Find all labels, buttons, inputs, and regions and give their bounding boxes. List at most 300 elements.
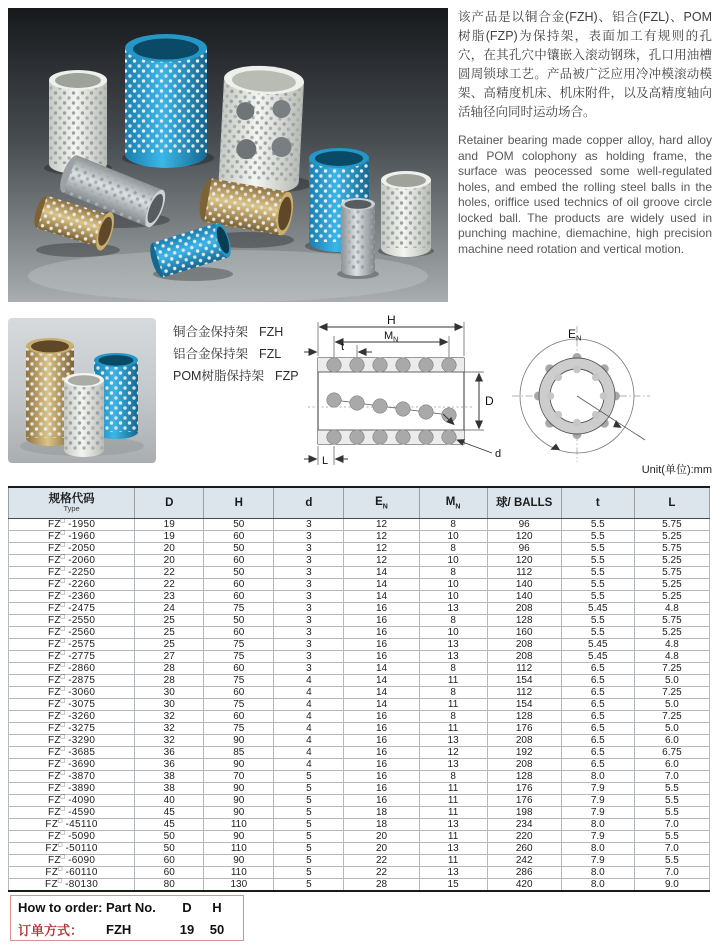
value-cell: 112 [487, 567, 561, 579]
value-cell: 18 [344, 807, 419, 819]
value-cell: 14 [344, 567, 419, 579]
end-view-diagram [512, 314, 712, 469]
value-cell: 5.25 [634, 591, 709, 603]
value-cell: 36 [135, 759, 204, 771]
value-cell: 176 [487, 783, 561, 795]
value-cell: 60 [204, 627, 274, 639]
value-cell: 7.0 [634, 771, 709, 783]
retainer-cylinder-blue-large [125, 34, 207, 168]
value-cell: 4 [274, 675, 344, 687]
value-cell: 6.0 [634, 735, 709, 747]
dim-label-EN: $E_N$ [568, 327, 582, 343]
value-cell: 5 [274, 807, 344, 819]
value-cell: 6.5 [561, 747, 634, 759]
value-cell: 5.5 [561, 615, 634, 627]
value-cell: 14 [344, 699, 419, 711]
retainer-trio-image [8, 318, 156, 463]
value-cell: 3 [274, 627, 344, 639]
value-cell: 140 [487, 579, 561, 591]
order-col-H: H [212, 899, 222, 915]
table-row [9, 759, 710, 771]
value-cell: 32 [135, 723, 204, 735]
value-cell: 3 [274, 651, 344, 663]
value-cell: 6.75 [634, 747, 709, 759]
table-row [9, 783, 710, 795]
value-cell: 6.5 [561, 687, 634, 699]
table-row [9, 807, 710, 819]
value-cell: 50 [204, 543, 274, 555]
spec-table-body [9, 519, 710, 892]
type-cell: FZ□ -2775 [9, 651, 135, 663]
value-cell: 6.5 [561, 663, 634, 675]
value-cell: 8 [419, 663, 487, 675]
table-row [9, 855, 710, 867]
value-cell: 12 [344, 519, 419, 531]
value-cell: 7.9 [561, 831, 634, 843]
value-cell: 130 [204, 879, 274, 892]
value-cell: 128 [487, 615, 561, 627]
order-header-row [11, 896, 243, 918]
col-header-D: D [135, 487, 204, 519]
value-cell: 90 [204, 807, 274, 819]
value-cell: 6.5 [561, 723, 634, 735]
type-cell: FZ□ -4090 [9, 795, 135, 807]
value-cell: 11 [419, 807, 487, 819]
type-cell: FZ□ -3060 [9, 687, 135, 699]
retainer-product-image [8, 8, 448, 302]
value-cell: 45 [135, 819, 204, 831]
side-section-diagram [296, 312, 514, 479]
value-cell: 5.45 [561, 639, 634, 651]
value-cell: 25 [135, 639, 204, 651]
value-cell: 11 [419, 699, 487, 711]
material-name: 铝合金保持架 [173, 347, 249, 361]
value-cell: 30 [135, 687, 204, 699]
value-cell: 3 [274, 591, 344, 603]
value-cell: 16 [344, 603, 419, 615]
value-cell: 10 [419, 591, 487, 603]
dim-label-d: d [495, 448, 502, 460]
value-cell: 20 [135, 555, 204, 567]
value-cell: 286 [487, 867, 561, 879]
table-row [9, 543, 710, 555]
value-cell: 8.0 [561, 843, 634, 855]
value-cell: 60 [204, 687, 274, 699]
value-cell: 260 [487, 843, 561, 855]
table-row [9, 711, 710, 723]
value-cell: 25 [135, 615, 204, 627]
value-cell: 20 [135, 543, 204, 555]
type-cell: FZ□ -2560 [9, 627, 135, 639]
value-cell: 13 [419, 639, 487, 651]
value-cell: 8 [419, 711, 487, 723]
value-cell: 8 [419, 615, 487, 627]
col-header-L: L [634, 487, 709, 519]
value-cell: 5.5 [634, 783, 709, 795]
value-cell: 242 [487, 855, 561, 867]
material-code: FZP [274, 369, 299, 383]
value-cell: 5.5 [561, 591, 634, 603]
value-cell: 28 [135, 663, 204, 675]
value-cell: 16 [344, 783, 419, 795]
value-cell: 110 [204, 843, 274, 855]
value-cell: 11 [419, 783, 487, 795]
value-cell: 5.5 [561, 519, 634, 531]
dim-label-L: L [322, 455, 329, 467]
value-cell: 16 [344, 627, 419, 639]
value-cell: 3 [274, 555, 344, 567]
value-cell: 7.0 [634, 843, 709, 855]
table-row [9, 663, 710, 675]
value-cell: 7.25 [634, 687, 709, 699]
value-cell: 23 [135, 591, 204, 603]
col-header-balls: 球/ BALLS [487, 487, 561, 519]
table-row [9, 879, 710, 892]
table-row [9, 735, 710, 747]
table-row [9, 843, 710, 855]
value-cell: 16 [344, 795, 419, 807]
type-cell: FZ□ -2875 [9, 675, 135, 687]
table-row [9, 627, 710, 639]
value-cell: 5 [274, 879, 344, 892]
value-cell: 6.5 [561, 759, 634, 771]
value-cell: 5.5 [561, 531, 634, 543]
type-cell: FZ□ -2360 [9, 591, 135, 603]
type-cell: FZ□ -3870 [9, 771, 135, 783]
value-cell: 3 [274, 663, 344, 675]
value-cell: 234 [487, 819, 561, 831]
table-row [9, 531, 710, 543]
value-cell: 60 [204, 663, 274, 675]
value-cell: 6.5 [561, 675, 634, 687]
type-cell: FZ□ -3690 [9, 759, 135, 771]
value-cell: 4.8 [634, 603, 709, 615]
value-cell: 90 [204, 831, 274, 843]
value-cell: 16 [344, 771, 419, 783]
order-col-D: D [182, 899, 192, 915]
value-cell: 112 [487, 687, 561, 699]
value-cell: 4 [274, 759, 344, 771]
value-cell: 13 [419, 819, 487, 831]
value-cell: 10 [419, 531, 487, 543]
type-cell: FZ□ -3260 [9, 711, 135, 723]
material-code: FZL [259, 347, 282, 361]
value-cell: 10 [419, 627, 487, 639]
value-cell: 12 [344, 531, 419, 543]
material-label-fzh [173, 321, 299, 343]
value-cell: 6.5 [561, 711, 634, 723]
value-cell: 7.0 [634, 867, 709, 879]
col-header-t: t [561, 487, 634, 519]
value-cell: 7.9 [561, 807, 634, 819]
value-cell: 70 [204, 771, 274, 783]
value-cell: 7.9 [561, 783, 634, 795]
type-cell: FZ□ -50110 [9, 843, 135, 855]
table-row [9, 615, 710, 627]
value-cell: 420 [487, 879, 561, 892]
value-cell: 28 [344, 879, 419, 892]
value-cell: 5.75 [634, 519, 709, 531]
value-cell: 5.5 [634, 795, 709, 807]
value-cell: 24 [135, 603, 204, 615]
col-header-type: 规格代码 Type [9, 487, 135, 519]
value-cell: 14 [344, 591, 419, 603]
table-header-row [9, 487, 710, 519]
value-cell: 208 [487, 735, 561, 747]
value-cell: 5.5 [561, 579, 634, 591]
value-cell: 3 [274, 579, 344, 591]
table-row [9, 771, 710, 783]
value-cell: 28 [135, 675, 204, 687]
how-to-order-label: How to order: [18, 899, 103, 915]
value-cell: 75 [204, 603, 274, 615]
value-cell: 4.8 [634, 651, 709, 663]
table-row [9, 699, 710, 711]
part-no-label: Part No. [106, 899, 156, 915]
value-cell: 38 [135, 771, 204, 783]
value-cell: 5 [274, 831, 344, 843]
value-cell: 20 [344, 831, 419, 843]
value-cell: 16 [344, 747, 419, 759]
value-cell: 7.25 [634, 663, 709, 675]
value-cell: 16 [344, 651, 419, 663]
value-cell: 5.0 [634, 723, 709, 735]
value-cell: 32 [135, 735, 204, 747]
value-cell: 5.75 [634, 567, 709, 579]
value-cell: 7.25 [634, 711, 709, 723]
order-H-value: 50 [209, 921, 225, 937]
table-row [9, 639, 710, 651]
table-row [9, 519, 710, 531]
value-cell: 5 [274, 855, 344, 867]
value-cell: 8.0 [561, 879, 634, 892]
table-row [9, 747, 710, 759]
value-cell: 198 [487, 807, 561, 819]
type-cell: FZ□ -3890 [9, 783, 135, 795]
unit-note: Unit(单位):mm [641, 464, 712, 476]
value-cell: 22 [135, 579, 204, 591]
value-cell: 30 [135, 699, 204, 711]
value-cell: 60 [204, 711, 274, 723]
value-cell: 3 [274, 615, 344, 627]
value-cell: 96 [487, 519, 561, 531]
value-cell: 90 [204, 795, 274, 807]
value-cell: 13 [419, 867, 487, 879]
value-cell: 3 [274, 567, 344, 579]
retainer-cylinder-pom-small [381, 171, 431, 257]
value-cell: 60 [204, 591, 274, 603]
value-cell: 5.5 [561, 627, 634, 639]
value-cell: 176 [487, 723, 561, 735]
value-cell: 160 [487, 627, 561, 639]
value-cell: 75 [204, 651, 274, 663]
value-cell: 110 [204, 819, 274, 831]
value-cell: 38 [135, 783, 204, 795]
value-cell: 50 [204, 615, 274, 627]
value-cell: 3 [274, 603, 344, 615]
order-part-value: FZH [106, 921, 132, 937]
value-cell: 6.0 [634, 759, 709, 771]
value-cell: 14 [344, 663, 419, 675]
value-cell: 60 [135, 867, 204, 879]
spec-table [8, 486, 710, 892]
value-cell: 13 [419, 843, 487, 855]
table-row [9, 723, 710, 735]
value-cell: 7.0 [634, 819, 709, 831]
value-cell: 60 [204, 531, 274, 543]
value-cell: 5.5 [634, 855, 709, 867]
value-cell: 19 [135, 519, 204, 531]
material-name: POM树脂保持架 [173, 369, 264, 383]
dim-label-D: D [485, 394, 494, 408]
value-cell: 13 [419, 651, 487, 663]
type-cell: FZ□ -60110 [9, 867, 135, 879]
value-cell: 80 [135, 879, 204, 892]
value-cell: 50 [204, 519, 274, 531]
value-cell: 4 [274, 699, 344, 711]
type-cell: FZ□ -2860 [9, 663, 135, 675]
value-cell: 128 [487, 711, 561, 723]
material-label-fzp [173, 365, 299, 387]
value-cell: 5 [274, 795, 344, 807]
value-cell: 8.0 [561, 819, 634, 831]
type-cell: FZ□ -2050 [9, 543, 135, 555]
dim-label-H: H [387, 313, 396, 327]
value-cell: 14 [344, 579, 419, 591]
value-cell: 90 [204, 759, 274, 771]
value-cell: 16 [344, 711, 419, 723]
value-cell: 32 [135, 711, 204, 723]
value-cell: 50 [135, 843, 204, 855]
value-cell: 75 [204, 675, 274, 687]
value-cell: 25 [135, 627, 204, 639]
dimension-diagram-side [296, 312, 514, 474]
value-cell: 5.5 [634, 807, 709, 819]
type-cell: FZ□ -1960 [9, 531, 135, 543]
value-cell: 5.5 [561, 555, 634, 567]
dim-label-t: t [341, 341, 345, 353]
value-cell: 5 [274, 783, 344, 795]
value-cell: 16 [344, 615, 419, 627]
type-cell: FZ□ -3275 [9, 723, 135, 735]
value-cell: 13 [419, 735, 487, 747]
value-cell: 5.25 [634, 579, 709, 591]
type-cell: FZ□ -2250 [9, 567, 135, 579]
material-label-fzl [173, 343, 299, 365]
value-cell: 60 [204, 579, 274, 591]
value-cell: 16 [344, 735, 419, 747]
value-cell: 11 [419, 675, 487, 687]
value-cell: 4.8 [634, 639, 709, 651]
value-cell: 220 [487, 831, 561, 843]
value-cell: 15 [419, 879, 487, 892]
table-row [9, 603, 710, 615]
order-D-value: 19 [179, 921, 195, 937]
value-cell: 11 [419, 831, 487, 843]
order-box [10, 895, 244, 941]
value-cell: 208 [487, 651, 561, 663]
value-cell: 8.0 [561, 771, 634, 783]
value-cell: 110 [204, 867, 274, 879]
col-header-EN: $E_N$ [344, 487, 419, 519]
value-cell: 50 [204, 567, 274, 579]
col-header-d: d [274, 487, 344, 519]
type-cell: FZ□ -3290 [9, 735, 135, 747]
value-cell: 5.5 [634, 831, 709, 843]
value-cell: 85 [204, 747, 274, 759]
value-cell: 96 [487, 543, 561, 555]
type-cell: FZ□ -4590 [9, 807, 135, 819]
value-cell: 4 [274, 687, 344, 699]
value-cell: 3 [274, 543, 344, 555]
product-photo-small [8, 318, 156, 463]
material-name: 铜合金保持架 [173, 325, 249, 339]
value-cell: 5.75 [634, 543, 709, 555]
order-method-label: 订单方式： [18, 922, 84, 938]
value-cell: 14 [344, 687, 419, 699]
table-row [9, 831, 710, 843]
dimension-diagram-end [512, 314, 712, 464]
retainer-cylinder-pom-holes [218, 64, 305, 196]
value-cell: 5.5 [561, 543, 634, 555]
type-cell: FZ□ -2260 [9, 579, 135, 591]
table-row [9, 819, 710, 831]
type-cell: FZ□ -2060 [9, 555, 135, 567]
value-cell: 8.0 [561, 867, 634, 879]
value-cell: 3 [274, 639, 344, 651]
value-cell: 208 [487, 603, 561, 615]
table-row [9, 555, 710, 567]
material-code: FZH [259, 325, 284, 339]
value-cell: 27 [135, 651, 204, 663]
value-cell: 5.25 [634, 531, 709, 543]
product-photo-main [8, 8, 448, 302]
type-cell: FZ□ -45110 [9, 819, 135, 831]
table-row [9, 579, 710, 591]
value-cell: 5.5 [561, 567, 634, 579]
value-cell: 22 [344, 867, 419, 879]
value-cell: 11 [419, 855, 487, 867]
value-cell: 16 [344, 723, 419, 735]
value-cell: 5.45 [561, 651, 634, 663]
type-cell: FZ□ -5090 [9, 831, 135, 843]
type-cell: FZ□ -3075 [9, 699, 135, 711]
retainer-cylinder-pom [64, 373, 104, 457]
value-cell: 3 [274, 519, 344, 531]
value-cell: 7.9 [561, 855, 634, 867]
value-cell: 10 [419, 579, 487, 591]
value-cell: 12 [419, 747, 487, 759]
type-cell: FZ□ -80130 [9, 879, 135, 892]
table-row [9, 651, 710, 663]
value-cell: 90 [204, 783, 274, 795]
value-cell: 22 [135, 567, 204, 579]
value-cell: 14 [344, 675, 419, 687]
value-cell: 208 [487, 639, 561, 651]
value-cell: 4 [274, 723, 344, 735]
value-cell: 40 [135, 795, 204, 807]
col-header-MN: $M_N$ [419, 487, 487, 519]
dim-label-MN: $M_N$ [384, 330, 399, 344]
value-cell: 8 [419, 519, 487, 531]
value-cell: 5.75 [634, 615, 709, 627]
value-cell: 13 [419, 603, 487, 615]
intro-paragraph-english: Retainer bearing made copper alloy, hard alloy and POM colophony as holding frame, the surface was peocessed some well-regulated holes, and embed the rolling steel balls in the holes, oriffice used technics of oil groove circle locked ball. The products are widely used in punching machine, diemachine, high precision machine need rotation and vertical motion. [458, 133, 712, 256]
value-cell: 6.5 [561, 699, 634, 711]
type-cell: FZ□ -2550 [9, 615, 135, 627]
value-cell: 4 [274, 735, 344, 747]
value-cell: 154 [487, 675, 561, 687]
